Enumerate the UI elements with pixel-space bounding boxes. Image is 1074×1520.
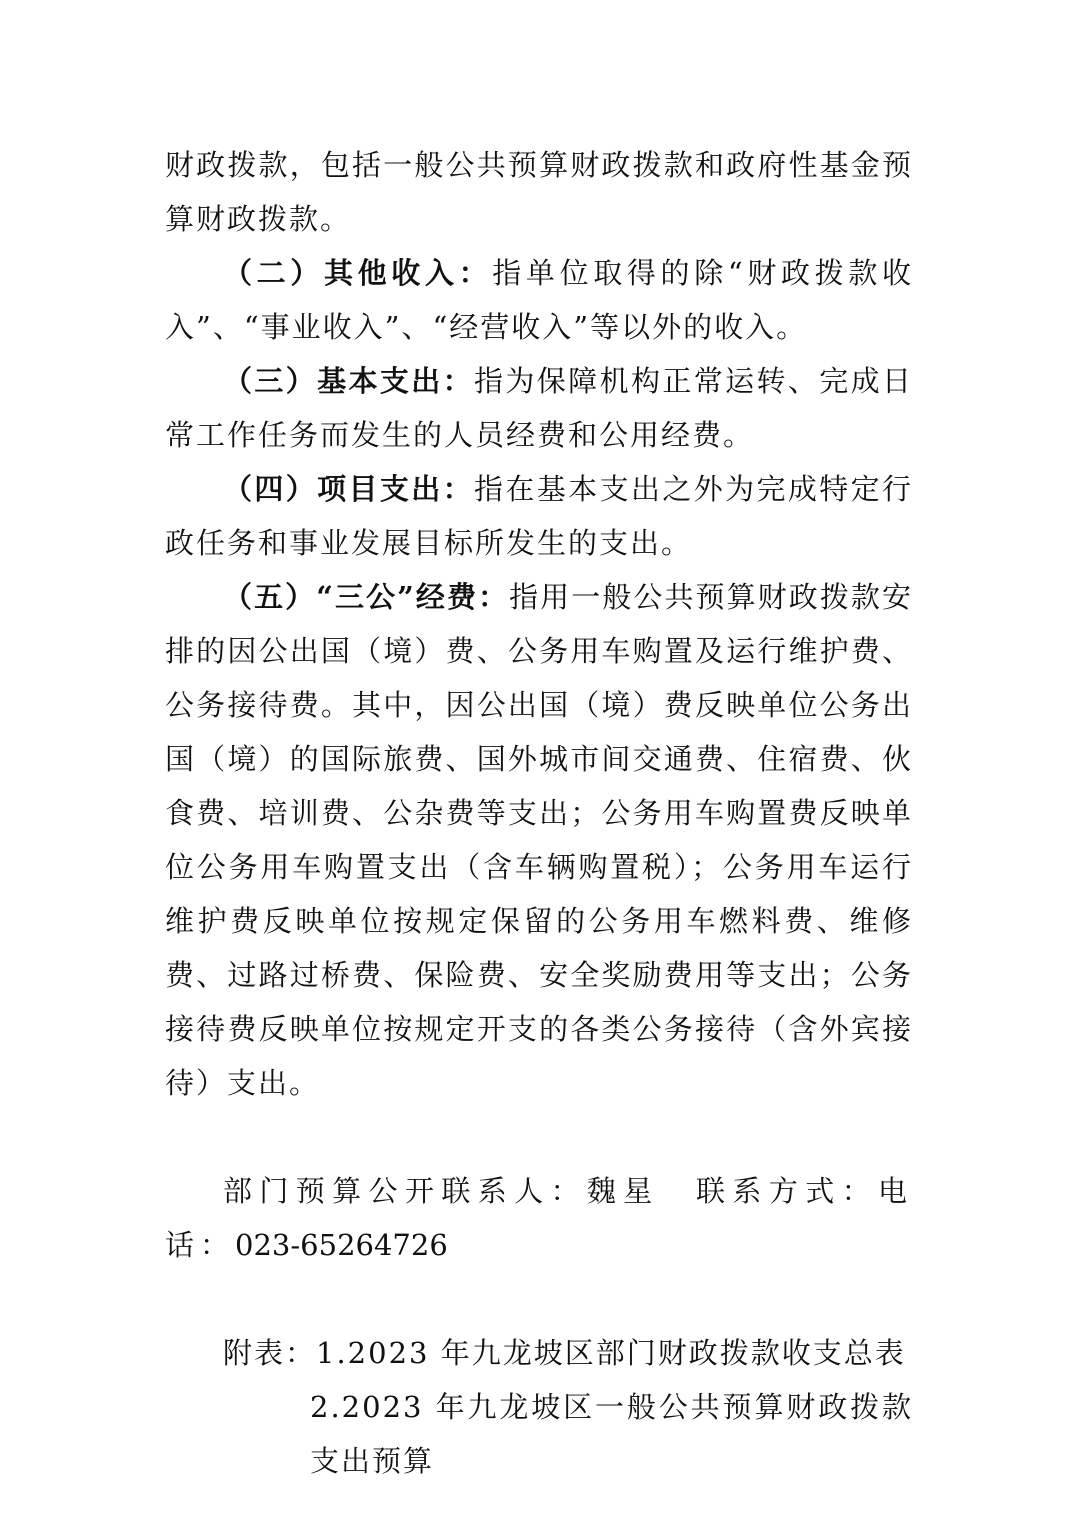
attachments-label: 附表： — [223, 1336, 317, 1370]
attachment-item-2: 2.2023 年九龙坡区一般公共预算财政拨款支出预算 — [310, 1390, 913, 1478]
attachment-item-1: 1.2023 年九龙坡区部门财政拨款收支总表 — [316, 1336, 906, 1370]
paragraph-text: 指用一般公共预算财政拨款安排的因公出国（境）费、公务用车购置及运行维护费、公务接待费。其中，因公出国（境）费反映单位公务出国（境）的国际旅费、国外城市间交通费、住宿费、伙食费、培训费、公杂费等支出；公务用车购置费反映单位公务用车购置支出（含车辆购置税）；公务用车运行维护费反映单位按规定保留的公务用车燃料费、维修费、过路过桥费、保险费、安全奖励费用等支出；公务接待费反映单位按规定开支的各类公务接待（含外宾接待）支出。 — [165, 580, 913, 1100]
attachments-list — [165, 1326, 913, 1488]
term-other-income: （二）其他收入： — [223, 256, 493, 290]
document-body — [165, 138, 913, 1488]
paragraph-fiscal-appropriation — [165, 138, 913, 246]
paragraph-three-public-expenses — [165, 570, 913, 1110]
contact-text: 部门预算公开联系人：魏星 联系方式：电话： — [165, 1174, 913, 1262]
term-project-expenditure: （四）项目支出： — [223, 472, 475, 506]
contact-phone: 023-65264726 — [235, 1228, 448, 1262]
term-three-public-expenses: （五）“三公”经费： — [223, 580, 510, 614]
paragraph-text: 指为保障机构正常运转、完成日常工作任务而发生的人员经费和公用经费。 — [165, 364, 913, 452]
paragraph-text: 指在基本支出之外为完成特定行政任务和事业发展目标所发生的支出。 — [165, 472, 913, 560]
attachment-item — [165, 1380, 913, 1488]
paragraph-text: 指单位取得的除“财政拨款收入”、“事业收入”、“经营收入”等以外的收入。 — [165, 256, 913, 344]
contact-info — [165, 1164, 913, 1272]
attachment-item — [165, 1326, 913, 1380]
paragraph-basic-expenditure — [165, 354, 913, 462]
term-basic-expenditure: （三）基本支出： — [223, 364, 475, 398]
paragraph-other-income — [165, 246, 913, 354]
paragraph-text: 财政拨款，包括一般公共预算财政拨款和政府性基金预算财政拨款。 — [165, 148, 913, 236]
paragraph-project-expenditure — [165, 462, 913, 570]
